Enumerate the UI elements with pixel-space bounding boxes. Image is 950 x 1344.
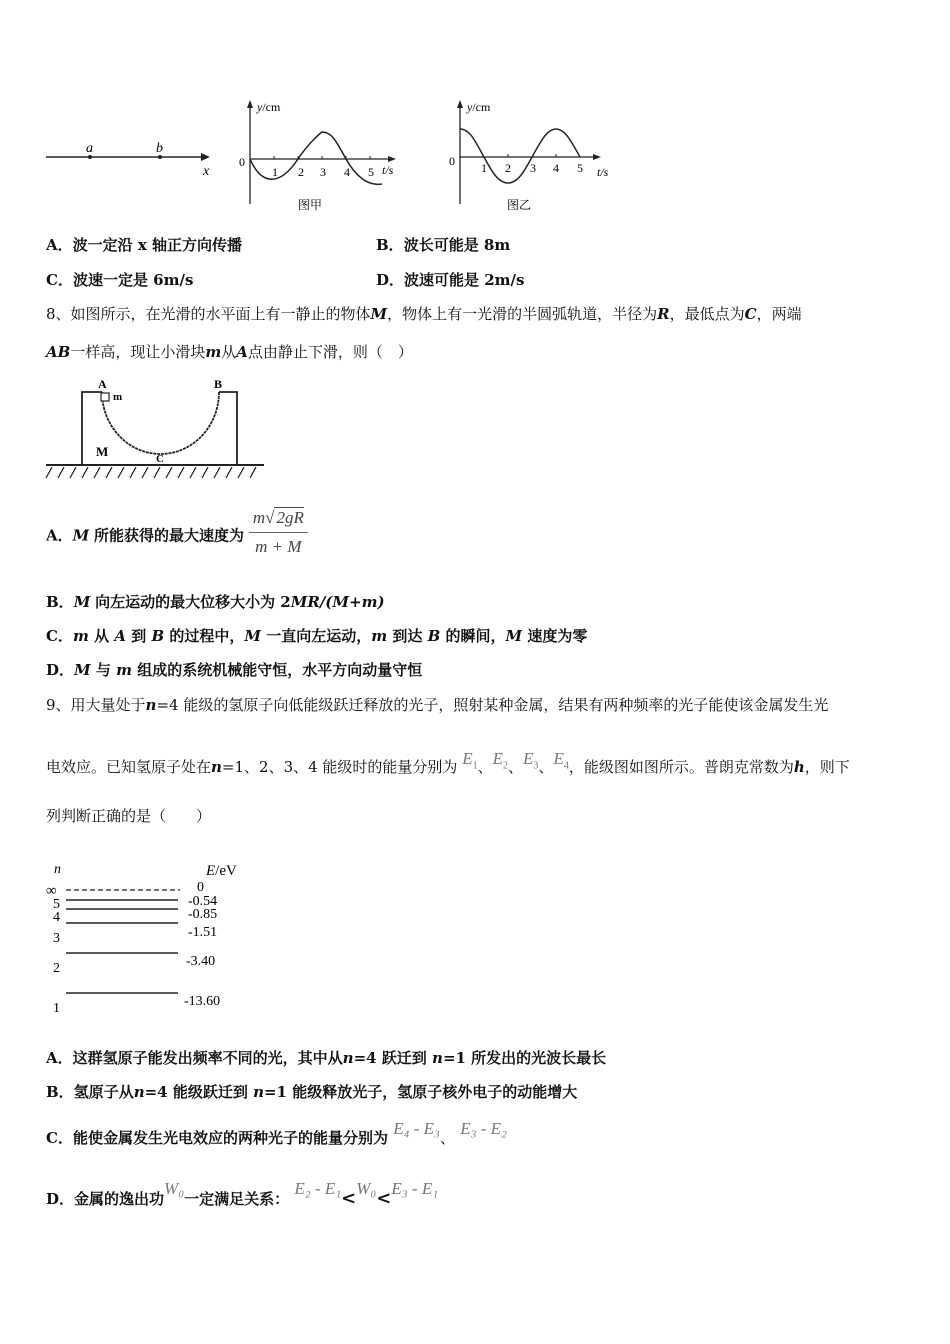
tick: 2 [298, 165, 304, 179]
level-energy: -13.60 [184, 994, 221, 1009]
caption: 图甲 [298, 198, 323, 212]
text: 与 [95, 661, 111, 679]
frac-m: m [252, 508, 266, 527]
q7-option-a [46, 235, 242, 255]
var-m: m [205, 343, 222, 361]
q8-stem-line2 [46, 342, 413, 362]
option-label: C． [46, 627, 73, 645]
var: B [151, 627, 165, 645]
option-label: A． [46, 1049, 73, 1067]
point-b-label: b [156, 141, 163, 156]
option-text: 波速一定是 6m/s [72, 271, 194, 289]
level-energy: 0 [197, 880, 204, 895]
text: 一定满足关系： [184, 1190, 290, 1208]
level-n: ∞ [46, 883, 57, 899]
level-n: 3 [53, 931, 60, 946]
option-text: 波速可能是 2m/s [404, 271, 525, 289]
option-label: B． [46, 593, 74, 611]
var-M: M [72, 526, 90, 545]
tick: 2 [505, 161, 511, 175]
text: 氢原子从 [73, 1083, 134, 1101]
q9-option-a [46, 1048, 606, 1068]
label-B: B [214, 377, 223, 391]
energy-expression: E₃ - E₁ [391, 1179, 439, 1198]
q9-stem-line1 [46, 695, 828, 715]
q8-option-a [46, 510, 308, 563]
energy-symbol: $E_3$ [523, 749, 539, 772]
tick: 5 [368, 165, 374, 179]
var-M: M [370, 305, 388, 323]
stem-text: 8、如图所示，在光滑的水平面上有一静止的物体 [46, 305, 371, 323]
label-A: A [98, 377, 107, 391]
origin-label: 0 [239, 155, 245, 169]
var: A [114, 627, 126, 645]
text: 的瞬间， [445, 627, 506, 645]
text: =4 跃迁到 [353, 1049, 427, 1067]
energy-symbol: $E_4$ [553, 749, 569, 772]
stem-text: ，两端 [756, 305, 802, 323]
x-axis-label: t/s [597, 165, 609, 179]
var-n: n [342, 1049, 354, 1067]
option-label: A． [46, 526, 73, 545]
text: 到 [131, 627, 147, 645]
q9-stem-line2 [46, 749, 850, 784]
option-label: C． [46, 271, 73, 289]
less-than: < [341, 1188, 357, 1209]
text: 一直向左运动， [266, 627, 372, 645]
text: 能使金属发生光电效应的两种光子的能量分别为 [72, 1129, 388, 1147]
separator: 、 [477, 758, 493, 776]
text: 组成的系统机械能守恒，水平方向动量守恒 [137, 661, 423, 679]
label-M: M [96, 444, 109, 459]
level-n: 5 [53, 897, 60, 912]
separator: 、 [508, 758, 524, 776]
q7-graph-yi [445, 96, 625, 216]
energy-symbol: $E_1$ [462, 749, 478, 772]
option-text: 波一定沿 x 轴正方向传播 [72, 236, 243, 254]
var-C: C [744, 305, 757, 323]
stem-text: 一样高，现让小滑块 [70, 343, 206, 361]
q9-option-d [46, 1179, 439, 1209]
option-label: D． [46, 661, 75, 679]
stem-text: ，能级图如图所示。普朗克常数为 [568, 758, 794, 776]
fraction-max-velocity: $\frac{m√ 2gR}{m + M}$ [249, 506, 308, 559]
text: 从 [94, 627, 110, 645]
tick: 5 [577, 161, 583, 175]
var-n: n [432, 1049, 443, 1067]
q8-option-d [46, 660, 422, 680]
label-m: m [113, 391, 123, 403]
q8-stem-line1 [46, 304, 802, 324]
text: 到达 [392, 627, 423, 645]
work-function: W₀ [356, 1179, 377, 1198]
q7-option-b [376, 235, 510, 255]
energy-symbol: $E_2$ [492, 749, 509, 772]
frac-sqrt: 2gR [276, 508, 304, 527]
q8-option-c [46, 626, 587, 646]
level-energy: -0.54 [188, 894, 218, 909]
work-function: W₀ [164, 1179, 185, 1198]
tick: 1 [481, 161, 487, 175]
option-text: 向左运动的最大位移大小为 2 [95, 593, 291, 611]
var-AB: AB [46, 343, 71, 361]
text: 这群氢原子能发出频率不同的光，其中从 [72, 1049, 343, 1067]
var-n: n [211, 758, 222, 776]
separator: 、 [538, 758, 554, 776]
option-label: D． [46, 1190, 75, 1208]
var-A: A [236, 343, 248, 361]
option-label: C． [46, 1129, 73, 1147]
tick: 4 [344, 165, 350, 179]
stem-text: =4 能级的氢原子向低能级跃迁释放的光子，照射某种金属，结果有两种频率的光子能使该金属发生光 [156, 696, 829, 714]
stem-text: =1、2、3、4 能级时的能量分别为 [221, 758, 458, 776]
stem-text: 点由静止下滑，则（ ） [247, 343, 413, 361]
level-n: 4 [53, 910, 60, 925]
option-text: 所能获得的最大速度为 [94, 526, 245, 545]
stem-text: 列判断正确的是（ ） [46, 807, 212, 825]
tick: 4 [553, 161, 559, 175]
q7-graph-jia [232, 96, 412, 216]
y-axis-label: y/cm [467, 100, 491, 114]
var: M [505, 627, 523, 645]
option-label: A． [46, 236, 73, 254]
less-than: < [376, 1188, 392, 1209]
x-axis-label: t/s [382, 163, 394, 177]
text: 的过程中， [169, 627, 245, 645]
q7-figure-x-axis [40, 130, 220, 180]
var-h: h [793, 758, 805, 776]
level-n: 2 [53, 961, 60, 976]
q7-option-d [376, 270, 524, 290]
q9-option-b [46, 1082, 577, 1102]
var: m [72, 627, 89, 645]
option-label: D． [376, 271, 405, 289]
var-n: n [133, 1083, 145, 1101]
text: =4 能级跃迁到 [144, 1083, 248, 1101]
var-n: n [253, 1083, 264, 1101]
energy-expression: E₂ - E₁ [294, 1179, 342, 1198]
stem-text: 9、用大量处于 [46, 696, 146, 714]
level-n: 1 [53, 1001, 60, 1016]
stem-text: ，最低点为 [669, 305, 745, 323]
q7-option-c [46, 270, 193, 290]
energy-expression: E₄ - E₃ [393, 1119, 440, 1138]
q9-stem-line3 [46, 806, 211, 826]
stem-text: 从 [221, 343, 237, 361]
point-a-label: a [86, 141, 93, 156]
q9-option-c [46, 1119, 507, 1148]
tick: 3 [320, 165, 326, 179]
n-label: n [54, 862, 61, 877]
var-R: R [657, 305, 670, 323]
e-label: E/eV [206, 863, 237, 879]
var: B [427, 627, 441, 645]
q8-option-b [46, 592, 385, 612]
origin-label: 0 [449, 154, 455, 168]
text: =1 所发出的光波长最长 [442, 1049, 607, 1067]
var: m [116, 661, 132, 679]
stem-text: ，则下 [804, 758, 850, 776]
var: m [371, 627, 388, 645]
expression: MR/(M+m) [290, 593, 385, 611]
var-n: n [145, 696, 157, 714]
stem-text: 电效应。已知氢原子处在 [46, 758, 212, 776]
caption: 图乙 [507, 198, 532, 212]
tick: 1 [272, 165, 278, 179]
option-text: 波长可能是 8m [403, 236, 511, 254]
q9-energy-level-diagram [44, 855, 264, 1020]
option-label: B． [46, 1083, 74, 1101]
level-energy: -1.51 [188, 925, 218, 940]
y-axis-label: y/cm [257, 100, 281, 114]
stem-text: ，物体上有一光滑的半圆弧轨道，半径为 [387, 305, 658, 323]
level-energy: -0.85 [188, 907, 218, 922]
var: M [74, 661, 91, 679]
text: 速度为零 [527, 627, 588, 645]
label-C: C [156, 453, 164, 465]
text: =1 能级释放光子，氢原子核外电子的动能增大 [263, 1083, 578, 1101]
frac-denominator: m + M [255, 537, 302, 556]
q8-figure-track [44, 370, 266, 485]
option-label: B． [376, 236, 404, 254]
tick: 3 [530, 161, 536, 175]
level-energy: -3.40 [186, 954, 216, 969]
text: 金属的逸出功 [74, 1190, 165, 1208]
x-axis-label: x [203, 164, 210, 179]
var-M: M [73, 593, 91, 611]
separator: 、 [439, 1129, 455, 1147]
var: M [244, 627, 261, 645]
energy-expression: E₃ - E₂ [460, 1119, 507, 1138]
